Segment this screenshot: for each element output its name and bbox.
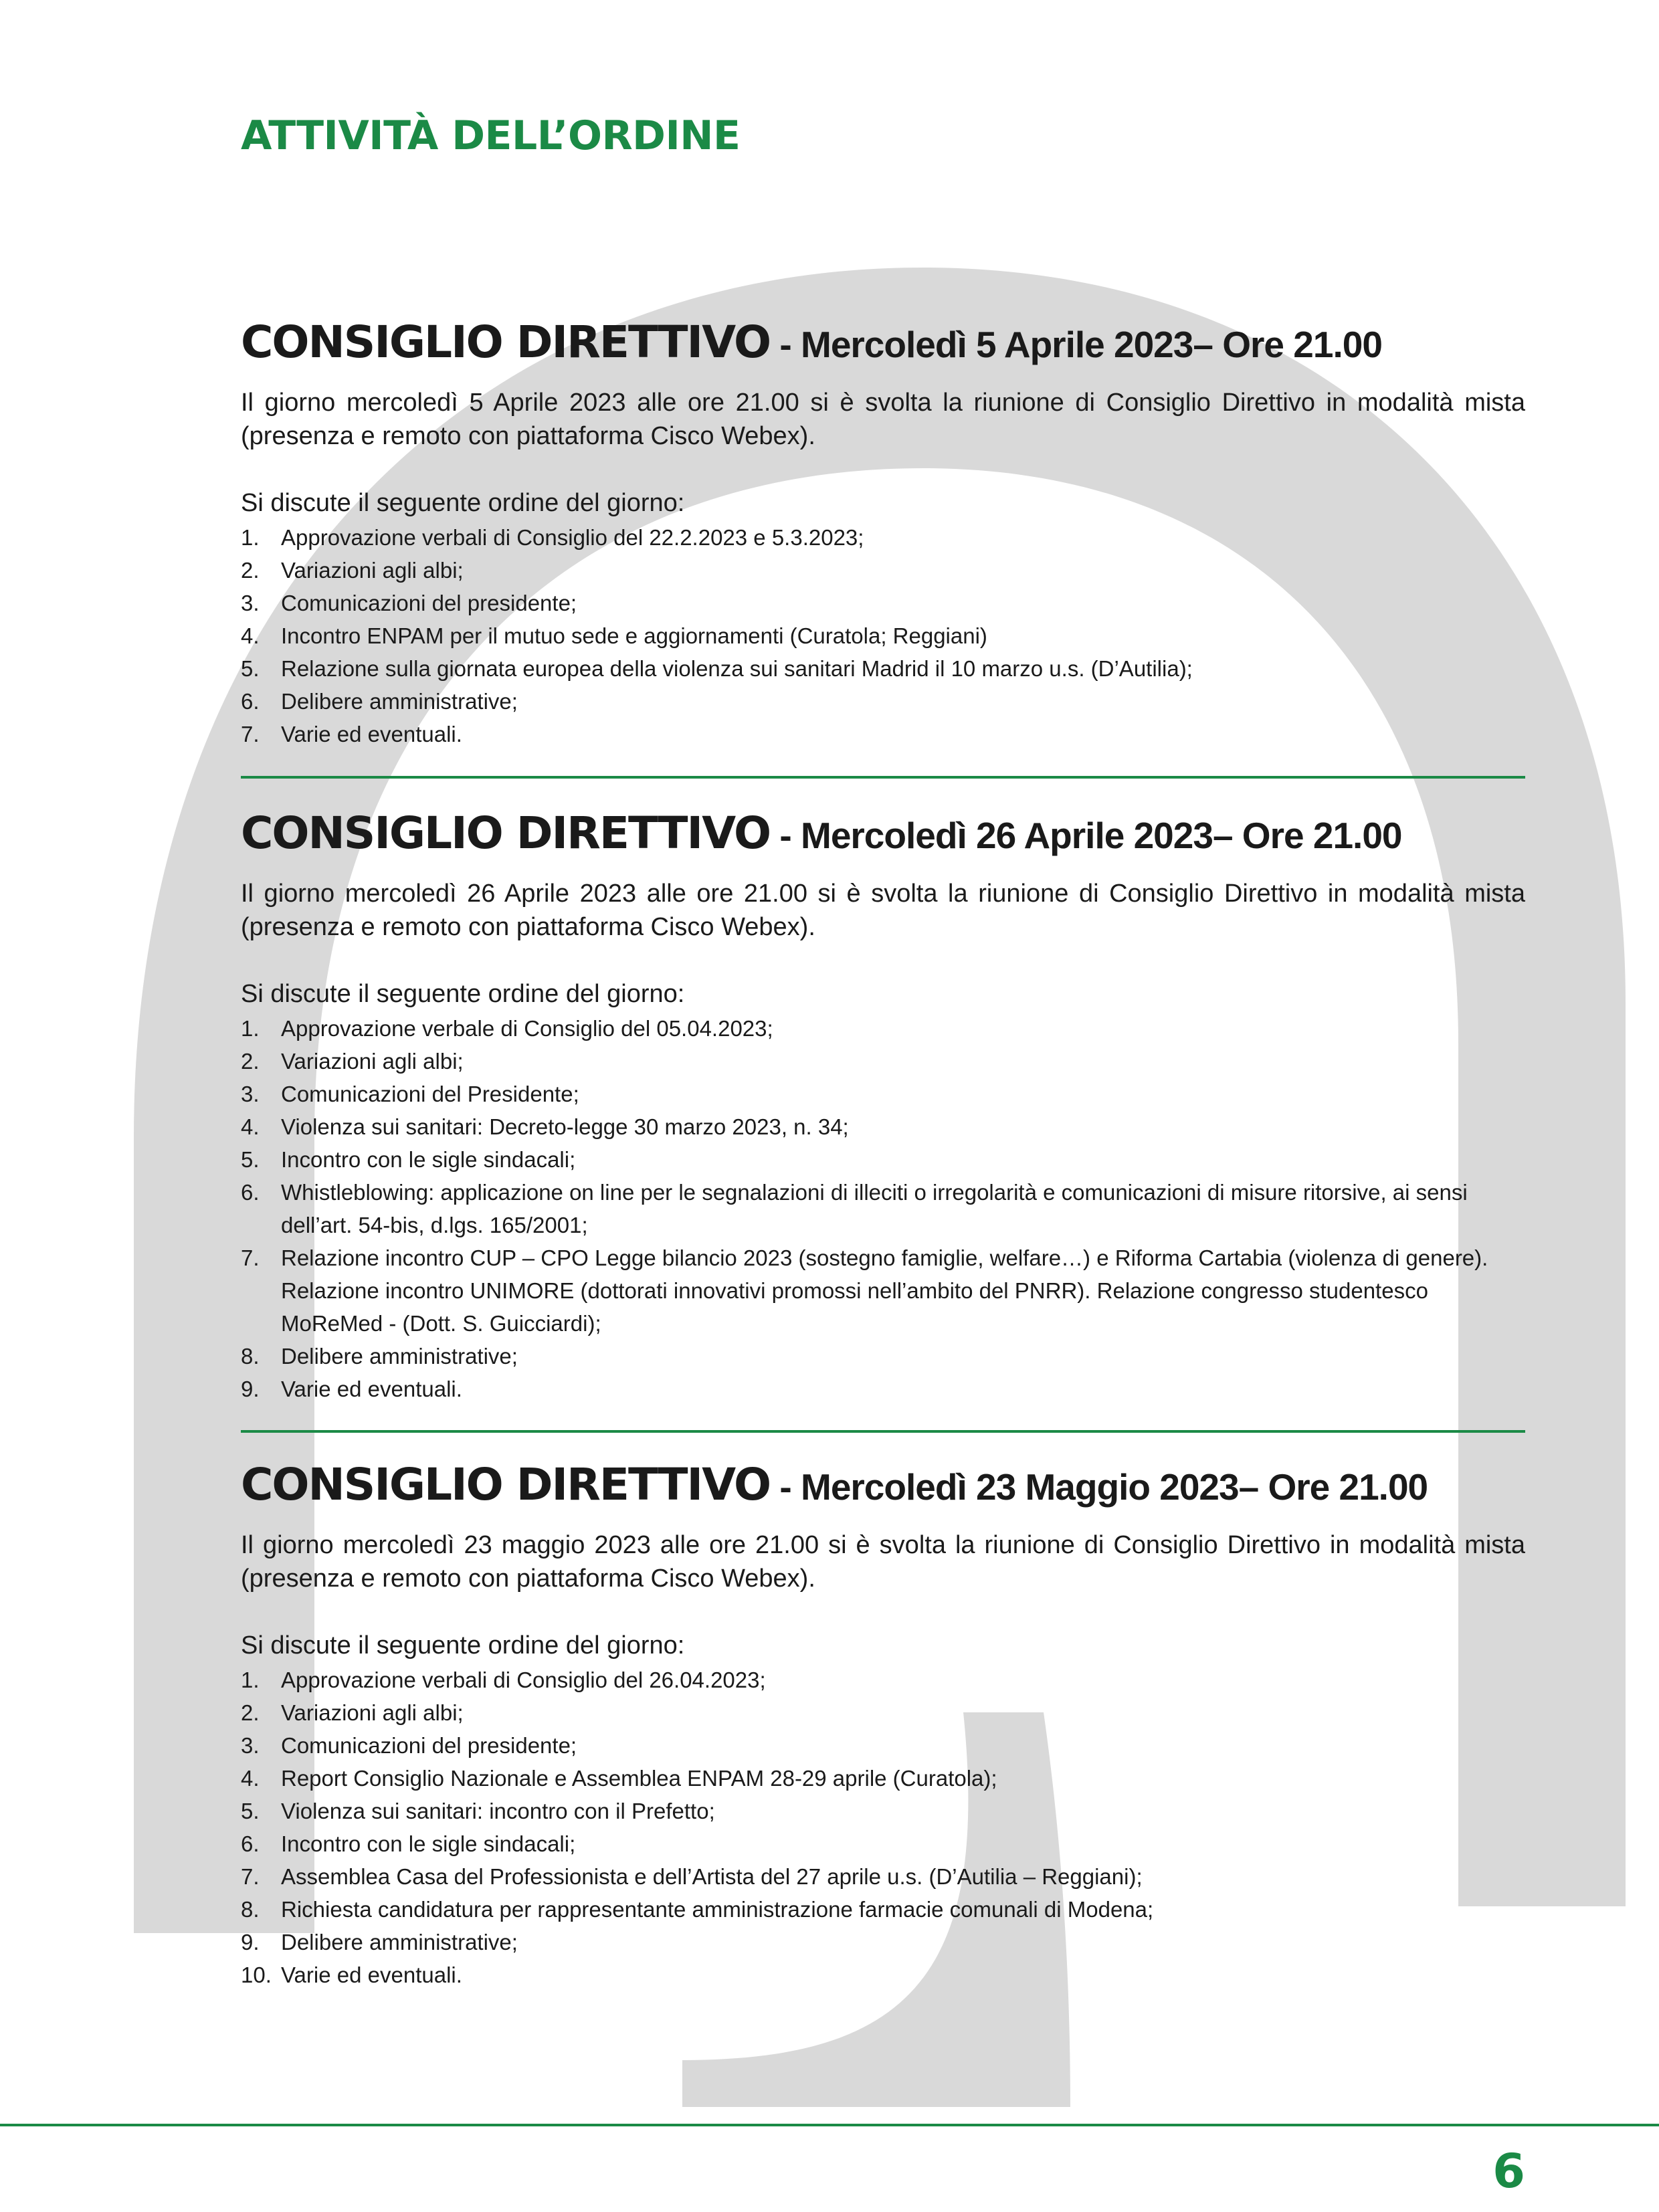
agenda-item-text: Violenza sui sanitari: incontro con il Prefetto; [281,1799,715,1824]
agenda-item-number: 6. [241,689,260,714]
agenda-item [241,1958,1525,1991]
agenda-item-text: Comunicazioni del presidente; [281,1733,577,1758]
agenda-list [241,1012,1525,1405]
agenda-item-number: 7. [241,722,260,747]
agenda-item-text: Variazioni agli albi; [281,1049,464,1074]
agenda-item [241,1893,1525,1926]
agenda-item-number: 4. [241,1766,260,1791]
agenda-item [241,521,1525,554]
agenda-item [241,718,1525,750]
agenda-intro: Si discute il seguente ordine del giorno: [241,980,685,1009]
agenda-item-number: 3. [241,1733,260,1758]
meeting-block [241,316,1525,750]
agenda-item [241,554,1525,587]
meeting-heading [241,807,1525,860]
agenda-item-text: Approvazione verbali di Consiglio del 22.2.2023 e 5.3.2023; [281,525,864,550]
agenda-item-text: Violenza sui sanitari: Decreto-legge 30 marzo 2023, n. 34; [281,1114,849,1140]
agenda-item [241,1045,1525,1078]
section-divider [241,1430,1525,1433]
agenda-item-text: Comunicazioni del Presidente; [281,1082,579,1107]
agenda-item-number: 9. [241,1930,260,1955]
agenda-item-text: Variazioni agli albi; [281,1700,464,1726]
meeting-heading [241,316,1525,369]
agenda-item-number: 3. [241,591,260,616]
agenda-item-text: Richiesta candidatura per rappresentante amministrazione farmacie comunali di Modena; [281,1897,1154,1922]
agenda-item [241,1176,1525,1241]
agenda-item [241,587,1525,619]
agenda-list [241,1664,1525,1991]
meeting-title: CONSIGLIO DIRETTIVO [241,1459,771,1510]
agenda-item-number: 8. [241,1344,260,1369]
agenda-list [241,521,1525,750]
agenda-item [241,1729,1525,1762]
agenda-item [241,652,1525,685]
meeting-intro: Il giorno mercoledì 5 Aprile 2023 alle ore 21.00 si è svolta la riunione di Consiglio Direttivo in modalità mista (presenza e remoto con piattaforma Cisco Webex). [241,389,1525,451]
agenda-item [241,1110,1525,1143]
agenda-intro: Si discute il seguente ordine del giorno: [241,1631,685,1660]
agenda-item-number: 4. [241,1114,260,1140]
meeting-title: CONSIGLIO DIRETTIVO [241,316,771,368]
agenda-item-text: Delibere amministrative; [281,1930,518,1955]
agenda-item [241,1373,1525,1405]
agenda-item-number: 7. [241,1245,260,1271]
agenda-item-number: 5. [241,1799,260,1824]
agenda-item [241,1795,1525,1827]
agenda-item-text: Report Consiglio Nazionale e Assemblea ENPAM 28-29 aprile (Curatola); [281,1766,997,1791]
agenda-item-text: Relazione sulla giornata europea della violenza sui sanitari Madrid il 10 marzo u.s. (D’Autilia); [281,656,1193,682]
agenda-item [241,619,1525,652]
agenda-item-text: Incontro con le sigle sindacali; [281,1147,576,1173]
agenda-item-text: Varie ed eventuali. [281,1963,462,1988]
page-number: 6 [1492,2144,1525,2199]
agenda-item-number: 3. [241,1082,260,1107]
agenda-item-number: 5. [241,656,260,682]
agenda-item-text: Assemblea Casa del Professionista e dell’Artista del 27 aprile u.s. (D’Autilia – Reggiani); [281,1864,1143,1890]
agenda-item-text: Delibere amministrative; [281,689,518,714]
meeting-heading [241,1458,1525,1511]
meeting-block [241,1458,1525,1991]
meeting-block [241,807,1525,1405]
agenda-item-number: 1. [241,1016,260,1041]
section-title: ATTIVITÀ DELL’ORDINE [241,112,741,159]
agenda-item-text: Incontro con le sigle sindacali; [281,1831,576,1857]
agenda-item-text: Delibere amministrative; [281,1344,518,1369]
agenda-item-text: Variazioni agli albi; [281,558,464,583]
meeting-intro: Il giorno mercoledì 26 Aprile 2023 alle ore 21.00 si è svolta la riunione di Consiglio Direttivo in modalità mista (presenza e remoto con piattaforma Cisco Webex). [241,880,1525,942]
meeting-date-time: - Mercoledì 23 Maggio 2023– Ore 21.00 [770,1466,1428,1508]
agenda-item-number: 9. [241,1377,260,1402]
agenda-item-number: 5. [241,1147,260,1173]
agenda-item [241,1241,1525,1340]
agenda-item-text: Comunicazioni del presidente; [281,591,577,616]
agenda-item-text: Varie ed eventuali. [281,1377,462,1402]
agenda-item-number: 2. [241,558,260,583]
agenda-item-text: Whistleblowing: applicazione on line per le segnalazioni di illeciti o irregolarità e comunicazioni di misure ritorsive, ai sensi dell’art. 54-bis, d.lgs. 165/2001; [281,1180,1468,1238]
agenda-item-number: 7. [241,1864,260,1890]
agenda-item [241,1078,1525,1110]
agenda-item-number: 1. [241,1668,260,1693]
agenda-item-text: Approvazione verbale di Consiglio del 05.04.2023; [281,1016,773,1041]
agenda-item-number: 10. [241,1963,272,1988]
agenda-item-number: 6. [241,1180,260,1205]
agenda-item-text: Incontro ENPAM per il mutuo sede e aggiornamenti (Curatola; Reggiani) [281,623,987,649]
agenda-item-number: 6. [241,1831,260,1857]
agenda-item [241,1860,1525,1893]
agenda-item-text: Relazione incontro CUP – CPO Legge bilancio 2023 (sostegno famiglie, welfare…) e Riforma Cartabia (violenza di genere). Relazione incontro UNIMORE (dottorati innovativi promossi nell’ambito del PNRR). Relazione congresso studentesco MoReMed - (Dott. S. Guicciardi); [281,1245,1488,1336]
agenda-item [241,1696,1525,1729]
agenda-item [241,1827,1525,1860]
agenda-intro: Si discute il seguente ordine del giorno: [241,489,685,518]
meeting-date-time: - Mercoledì 5 Aprile 2023– Ore 21.00 [770,324,1382,365]
agenda-item [241,685,1525,718]
agenda-item [241,1340,1525,1373]
agenda-item-number: 2. [241,1049,260,1074]
meeting-intro: Il giorno mercoledì 23 maggio 2023 alle ore 21.00 si è svolta la riunione di Consiglio Direttivo in modalità mista (presenza e remoto con piattaforma Cisco Webex). [241,1531,1525,1593]
meeting-title: CONSIGLIO DIRETTIVO [241,807,771,859]
agenda-item-number: 4. [241,623,260,649]
agenda-item-number: 1. [241,525,260,550]
agenda-item [241,1143,1525,1176]
section-divider [241,776,1525,779]
agenda-item [241,1012,1525,1045]
agenda-item-text: Approvazione verbali di Consiglio del 26.04.2023; [281,1668,766,1693]
meeting-date-time: - Mercoledì 26 Aprile 2023– Ore 21.00 [770,815,1402,856]
agenda-item [241,1762,1525,1795]
agenda-item [241,1926,1525,1958]
agenda-item [241,1664,1525,1696]
agenda-item-number: 8. [241,1897,260,1922]
agenda-item-text: Varie ed eventuali. [281,722,462,747]
footer-divider [0,2124,1659,2126]
agenda-item-number: 2. [241,1700,260,1726]
